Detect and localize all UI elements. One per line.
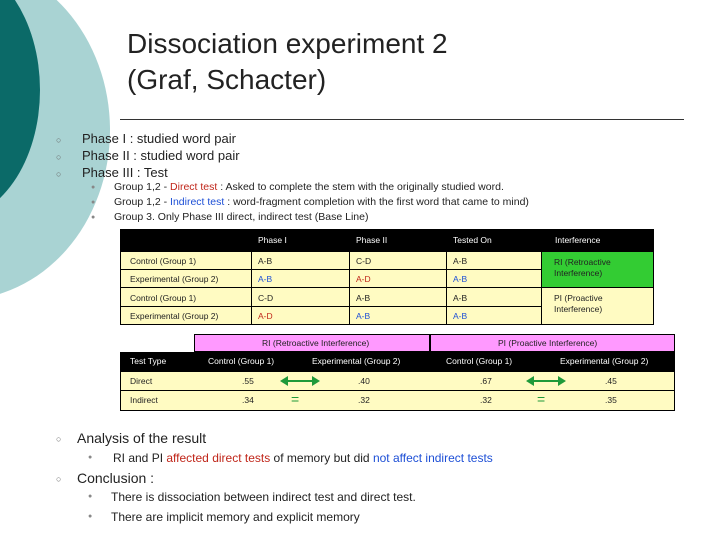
t1-cell: A-D bbox=[356, 274, 371, 284]
t1-cell: A-D bbox=[258, 311, 273, 321]
t2-row-label: Direct bbox=[130, 376, 153, 386]
analysis-heading: Analysis of the result bbox=[77, 430, 207, 446]
t1-row-label: Experimental (Group 2) bbox=[130, 274, 219, 284]
t2-cell: .45 bbox=[605, 376, 617, 386]
t1-cell: A-B bbox=[356, 311, 371, 321]
group-item: Group 3. Only Phase III direct, indirect test (Base Line) bbox=[114, 211, 369, 223]
t1-cell: A-B bbox=[453, 274, 468, 284]
equal-sign: = bbox=[291, 391, 300, 407]
t2-cell: .32 bbox=[358, 395, 370, 405]
equal-sign: = bbox=[537, 391, 546, 407]
t2-cell: .32 bbox=[480, 395, 492, 405]
t1-cell: C-D bbox=[258, 293, 274, 303]
group-item: Group 1,2 - Direct test : Asked to complete the stem with the originally studied word. bbox=[114, 181, 504, 193]
ring-bullet-icon: ○ bbox=[56, 135, 62, 145]
t1-cell: A-B bbox=[356, 293, 371, 303]
conclusion-heading: Conclusion : bbox=[77, 470, 155, 486]
dot-bullet-icon: ● bbox=[91, 199, 96, 206]
t2-ri-header: RI (Retroactive Interference) bbox=[262, 338, 370, 348]
t2-cell: .35 bbox=[605, 395, 617, 405]
t2-col-header: Test Type bbox=[130, 356, 167, 366]
dot-bullet-icon: ● bbox=[91, 214, 96, 221]
analysis-text: RI and PI affected direct tests of memory but did not affect indirect tests bbox=[113, 451, 493, 465]
t2-cell: .67 bbox=[480, 376, 492, 386]
slide-title bbox=[127, 26, 448, 98]
dot-bullet-icon: ● bbox=[88, 513, 93, 520]
group-item: Group 1,2 - Indirect test : word-fragment completion with the first word that came to mind) bbox=[114, 196, 529, 208]
t2-col-header: Control (Group 1) bbox=[208, 356, 275, 366]
conclusion-item: There is dissociation between indirect test and direct test. bbox=[111, 490, 416, 504]
phase-item: Phase II : studied word pair bbox=[82, 148, 240, 163]
double-arrow-icon bbox=[280, 374, 320, 388]
t1-header: Tested On bbox=[453, 235, 492, 245]
dot-bullet-icon: ● bbox=[91, 184, 96, 191]
t2-col-header: Control (Group 1) bbox=[446, 356, 513, 366]
t1-cell: A-B bbox=[258, 256, 273, 266]
t2-cell: .40 bbox=[358, 376, 370, 386]
t2-row-label: Indirect bbox=[130, 395, 158, 405]
dot-bullet-icon: ● bbox=[88, 454, 93, 461]
ring-bullet-icon: ○ bbox=[56, 434, 62, 444]
double-arrow-icon bbox=[526, 374, 566, 388]
t1-header: Interference bbox=[555, 235, 601, 245]
t2-col-header: Experimental (Group 2) bbox=[312, 356, 401, 366]
t2-col-header: Experimental (Group 2) bbox=[560, 356, 649, 366]
title-line2: (Graf, Schacter) bbox=[127, 64, 327, 95]
ring-bullet-icon: ○ bbox=[56, 474, 62, 484]
t1-cell: A-B bbox=[453, 311, 468, 321]
t1-row-label: Control (Group 1) bbox=[130, 256, 197, 266]
conclusion-item: There are implicit memory and explicit memory bbox=[111, 510, 360, 524]
t2-cell: .34 bbox=[242, 395, 254, 405]
t1-row-label: Control (Group 1) bbox=[130, 293, 197, 303]
t1-header: Phase II bbox=[356, 235, 388, 245]
title-line1: Dissociation experiment 2 bbox=[127, 28, 448, 59]
t1-cell: C-D bbox=[356, 256, 372, 266]
t1-cell: A-B bbox=[453, 293, 468, 303]
ring-bullet-icon: ○ bbox=[56, 152, 62, 162]
t1-row-label: Experimental (Group 2) bbox=[130, 311, 219, 321]
t2-cell: .55 bbox=[242, 376, 254, 386]
ring-bullet-icon: ○ bbox=[56, 169, 62, 179]
t1-cell: A-B bbox=[453, 256, 468, 266]
dot-bullet-icon: ● bbox=[88, 493, 93, 500]
t1-interference: RI (Retroactive Interference) bbox=[554, 257, 611, 278]
t1-header: Phase I bbox=[258, 235, 287, 245]
title-rule bbox=[120, 119, 684, 120]
t1-interference: PI (Proactive Interference) bbox=[554, 293, 603, 314]
phase-item: Phase I : studied word pair bbox=[82, 131, 236, 146]
t2-pi-header: PI (Proactive Interference) bbox=[498, 338, 598, 348]
t1-cell: A-B bbox=[258, 274, 273, 284]
phase-item: Phase III : Test bbox=[82, 165, 168, 180]
